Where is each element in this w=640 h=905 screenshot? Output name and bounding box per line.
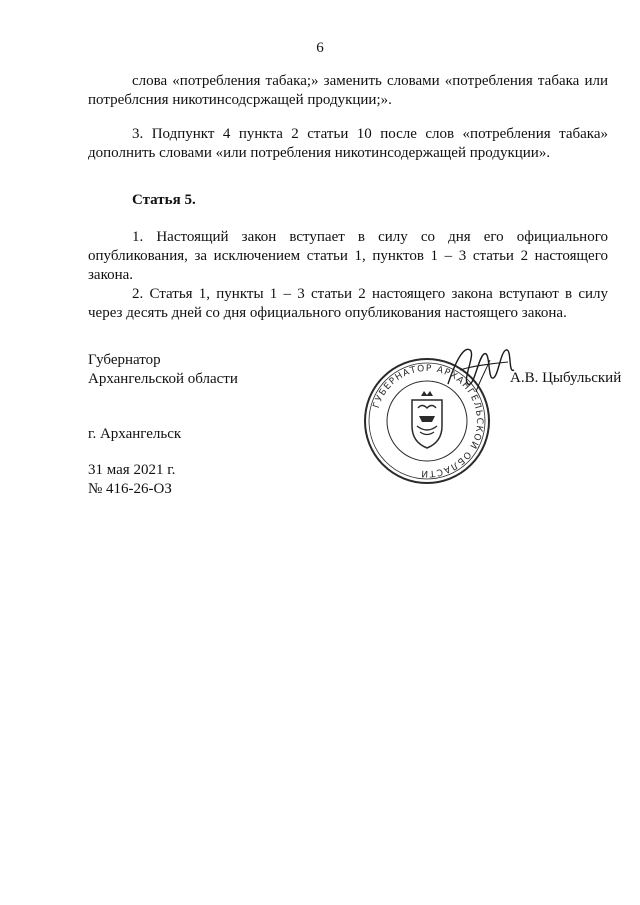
paragraph-4-text: 2. Статья 1, пункты 1 – 3 статьи 2 настоящего закона вступают в силу через десять дней со дня официального опубликования настоящего закона.: [88, 286, 608, 321]
document-number: № 416-26-ОЗ: [88, 481, 172, 497]
signatory-title-line-1: Губернатор: [88, 352, 161, 368]
signatory-name: А.В. Цыбульский: [510, 370, 622, 386]
page-number: 6: [316, 40, 324, 56]
article-body: [88, 228, 608, 323]
city: г. Архангельск: [88, 426, 182, 442]
paragraph-2-text: 3. Подпункт 4 пункта 2 статьи 10 после слов «потребления табака» дополнить словами «или потребления никотинсодержащей продукции».: [88, 126, 608, 161]
paragraph-1-text: слова «потребления табака;» заменить словами «потребления табака или потреблсния никотинсодсржащей продукции;».: [88, 73, 608, 108]
paragraph-1: [88, 72, 608, 110]
coat-of-arms-icon: [412, 391, 442, 448]
date-and-number: [88, 461, 175, 499]
signatory-title-line-2: Архангельской области: [88, 371, 238, 387]
seal-ring-text: ГУБЕРНАТОР АРХАНГЕЛЬСКОЙ ОБЛАСТИ: [371, 363, 485, 479]
paragraph-3-text: 1. Настоящий закон вступает в силу со дня его официального опубликования, за исключением статьи 1, пунктов 1 – 3 статьи 2 настоящего закона.: [88, 229, 608, 283]
paragraph-2: [88, 125, 608, 163]
document-date: 31 мая 2021 г.: [88, 462, 176, 478]
article-title: Статья 5.: [132, 192, 196, 208]
handwritten-signature-icon: [442, 340, 522, 400]
signatory-title: [88, 351, 238, 389]
